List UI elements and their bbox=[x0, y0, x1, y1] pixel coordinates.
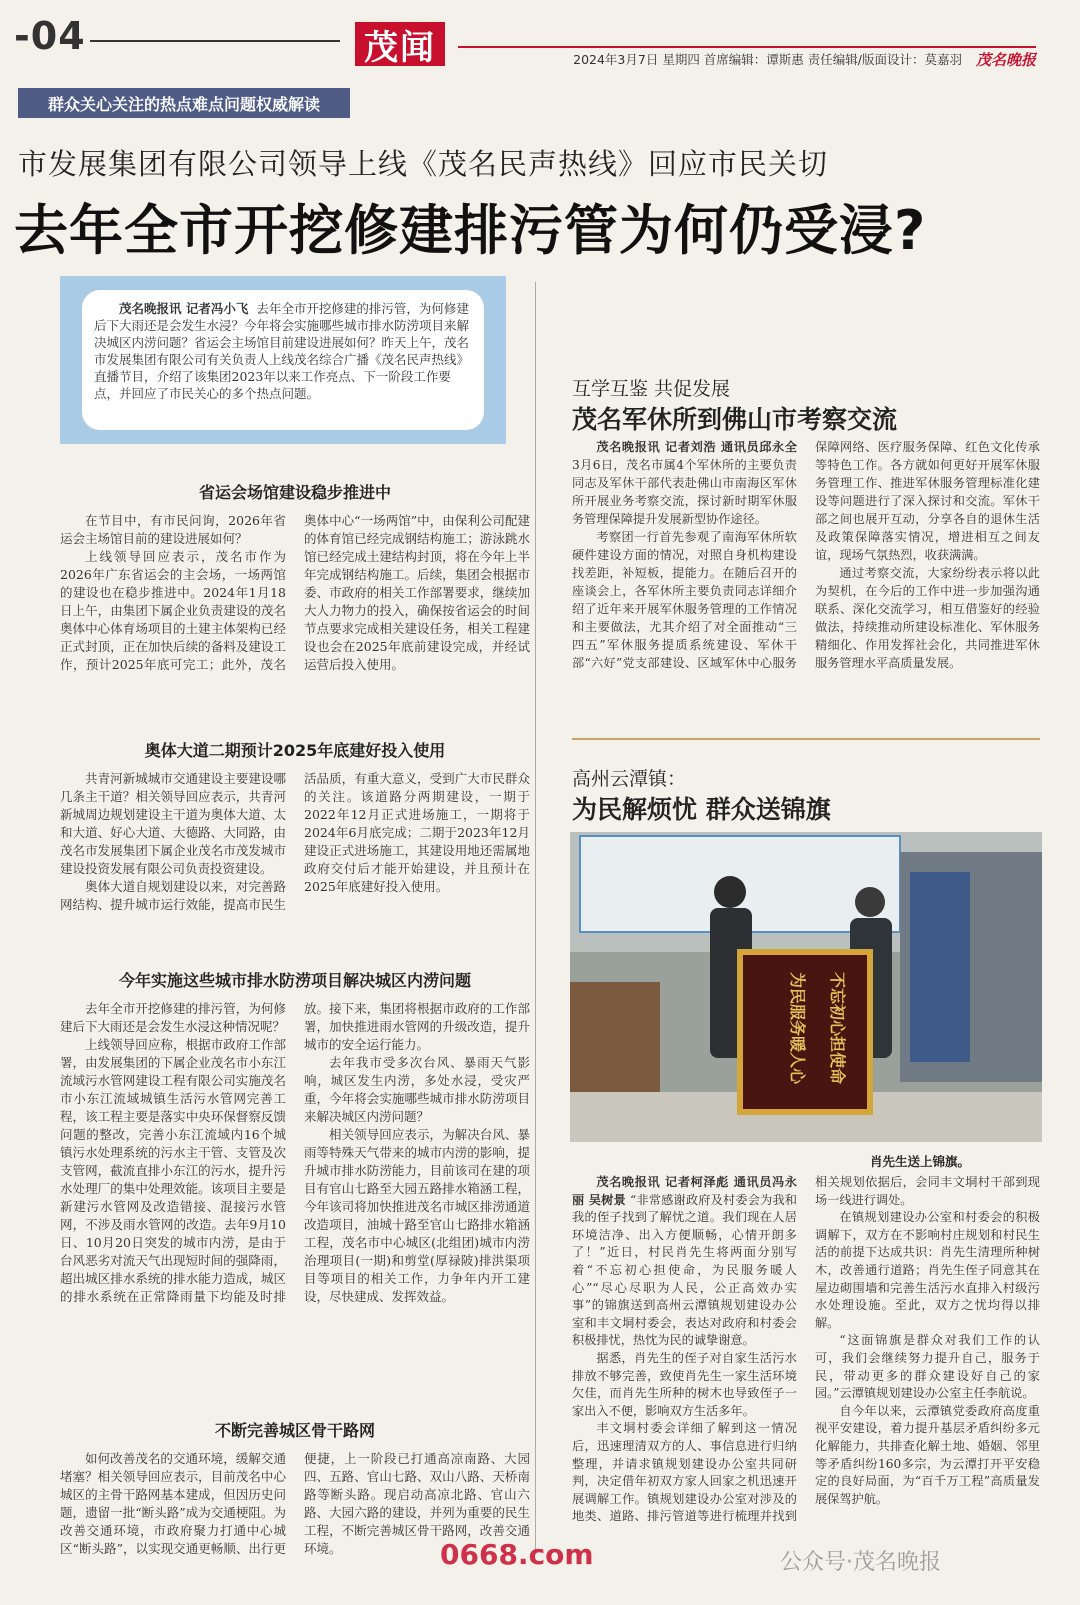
paragraph: 相关领导回应表示，为解决台风、暴雨等特殊天气带来的城市内涝的影响，提升城市排水防涝能力，目前该司在建的项目有官山七路至大园五路排水箱涵工程，今年该司将加快推进茂名市城区排涝通道改造项目，油城十路至官山七路排水箱涵工程，茂名市中心城区(北组团)城市内涝治理项目(一期)和剪堂(厚禄陂)排洪渠项目等项目的相关工作，力争年内开工建设，尽快建成、发挥效益。 bbox=[304, 1127, 530, 1304]
paragraph bbox=[572, 438, 797, 528]
section-body bbox=[60, 512, 530, 712]
story1-body bbox=[572, 438, 1040, 706]
lead-text bbox=[82, 290, 484, 430]
paragraph: 据悉，肖先生的侄子对自家生活污水排放不够完善，致使肖先生一家生活环境欠佳，而肖先生所种的树木也导致侄子一家出入不便，影响双方生活多年。 bbox=[572, 1350, 797, 1418]
section-title: 今年实施这些城市排水防涝项目解决城区内涝问题 bbox=[118, 971, 471, 990]
main-subhead: 市发展集团有限公司领导上线《茂名民声热线》回应市民关切 bbox=[18, 147, 829, 181]
section-badge: 茂闻 bbox=[355, 22, 445, 66]
paragraph bbox=[572, 1174, 797, 1350]
paragraph: 在节目中，有市民问询，2026年省运会主场馆目前的建设进展如何？ bbox=[60, 513, 286, 546]
brand-logo: 茂名晚报 bbox=[975, 50, 1036, 69]
paragraph: 在镇规划建设办公室和村委会的积极调解下，双方在不影响村庄规划和村民生活的前提下达成共识：肖先生清理所种树木，改善通行道路；肖先生侄子同意其在屋边砌围墙和完善生活污水直排入村级污水处理设施。至此，双方之忧均得以排解。 bbox=[815, 1210, 1040, 1330]
story2-kicker: 高州云潭镇： bbox=[572, 768, 687, 790]
section-title: 省运会场馆建设稳步推进中 bbox=[198, 483, 391, 502]
story1-byline: 茂名晚报讯 记者刘浩 通讯员邱永全 bbox=[596, 440, 797, 454]
paragraph: 上线领导回应称，根据市政府工作部署，由发展集团的下属企业茂名市小东江流域污水管网建设工程有限公司实施茂名市小东江流域城镇生活污水管网完善工程，该工程主要是落实中央环保督察反馈问题的整改，完善小东江流域内16个城镇污水处理系统的污水主干管、支管及次支管网，截流直排小东江的污水，提升污水处理厂的集中处理效能。该项目主要是新建污水管网及改造错接、混接污水管网，不涉及雨水管网的改造。去年9月10日、10月20日突发的城市内涝，是由于台风恶劣对流天气出现短时间的强降雨，超出城区排水系统的排水能力造成，城区的排水系统在正常降雨量下均能及时排放。接下来，集团将根据市政府的工作部署，加快推进雨水管网的升级改造，提升城市的安全运行能力。 bbox=[60, 1001, 530, 1304]
paragraph: 通过考察交流，大家纷纷表示将以此为契机，在今后的工作中进一步加强沟通联系、深化交流学习，相互借鉴好的经验做法，持续推动所建设标准化、军休服务精细化、作用发挥社会化，共同推进军休服务管理水平高质量发展。 bbox=[815, 566, 1040, 670]
paragraph: 如何改善茂名的交通环境，缓解交通堵塞？相关领导回应表示，目前茂名中心城区的主骨干路网基本建成，但因历史问题，遗留一批“断头路”成为交通梗阻。为改善交通环境，市政府聚力打通中心城区“断头路”，以实现交通更畅顺、出行更便捷，上一阶段已打通高凉南路、大园四、五路、官山七路、双山八路、天桥南路等断头路。现启动高凉北路、官山六路、大园六路的建设，并列为重要的民生工程，不断完善城区骨干路网，改善交通环境。 bbox=[60, 1451, 530, 1556]
paragraph: 去年我市受多次台风、暴雨天气影响，城区发生内涝，多处水浸，受灾严重，今年将会实施哪些城市排水防涝项目来解决城区内涝问题？ bbox=[304, 1055, 530, 1124]
section-title: 不断完善城区骨干路网 bbox=[214, 1421, 375, 1440]
photo-illustration bbox=[570, 832, 1042, 1142]
paragraph-text: 3月6日，茂名市属4个军休所的主要负责同志及军休干部代表赴佛山市南海区军休所开展业务考察交流，探讨新时期军休服务管理保障提升发展新型协作途径。 bbox=[572, 458, 797, 526]
paragraph: 去年全市开挖修建的排污管，为何修建后下大雨还是会发生水浸这种情况呢？ bbox=[60, 1001, 286, 1034]
column-divider bbox=[535, 282, 536, 1552]
story1-kicker: 互学互鉴 共促发展 bbox=[572, 378, 731, 400]
section-body bbox=[60, 1000, 530, 1378]
section-title: 奥体大道二期预计2025年底建好投入使用 bbox=[144, 741, 446, 760]
story2-title: 为民解烦忧 群众送锦旗 bbox=[572, 795, 831, 824]
paragraph-text: “非常感谢政府及村委会为我和我的侄子找到了解忧之道。我们现在人居环境洁净、出入方便顺畅，心情开朗多了！”近日，村民肖先生将两面分别写着“不忘初心担使命，为民服务暖人心”“尽心尽职为人民，公正高效办实事”的锦旗送到高州云潭镇规划建设办公室和丰文垌村委会，表达对政府和村委会积极排忧，热忱为民的诚挚谢意。 bbox=[572, 1192, 797, 1348]
page-number: -04 bbox=[14, 14, 86, 58]
banner-line-1: 不忘初心担使命 bbox=[828, 972, 847, 1085]
paragraph: 奥体大道自规划建设以来，对完善路网结构、提升城市运行效能，提高市民生活品质，有重大意义，受到广大市民群众的关注。该道路分两期建设，一期于2022年12月正式进场施工，一期将于2024年6月底完成；二期于2023年12月建设正式进场施工，其建设用地还需属地政府交付后才能开始建设，并且预计在2025年底建好投入使用。 bbox=[60, 771, 530, 912]
photo-caption: 肖先生送上锦旗。 bbox=[870, 1154, 971, 1169]
story-divider bbox=[572, 738, 1040, 740]
banner-line-2: 为民服务暖人心 bbox=[788, 972, 807, 1085]
banner-photo bbox=[570, 832, 1042, 1142]
paragraph: 上线领导回应表示，茂名市作为2026年广东省运会的主会场，一场两馆的建设也在稳步推进中。2024年1月18日上午，由集团下属企业负责建设的茂名奥体中心体育场项目的土建主体架构已经正式封顶，正在加快后续的备料及建设工作，预计2025年底可完工；此外，茂名奥体中心“一场两馆”中，由保利公司配建的体育馆已经完成钢结构施工；游泳跳水馆已经完成土建结构封顶，将在今年上半年完成钢结构施工。后续，集团会根据市委、市政府的相关工作部署要求，继续加大人力物力的投入，确保按省运会的时间节点要求完成相关建设任务，相关工程建设也会在2025年底前建设完成，并经试运营后投入使用。 bbox=[60, 513, 530, 672]
main-headline: 去年全市开挖修建排污管为何仍受浸? bbox=[14, 199, 927, 262]
date-line bbox=[458, 46, 1036, 70]
story2-body bbox=[572, 1174, 1040, 1576]
lead-box bbox=[60, 276, 506, 444]
paragraph: “这面锦旗是群众对我们工作的认可，我们会继续努力提升自己，服务于民，带动更多的群众建设好自己的家园。”云潭镇规划建设办公室主任李航说。 bbox=[815, 1333, 1040, 1401]
watermark-site: 0668.com bbox=[440, 1538, 594, 1571]
lead-byline: 茂名晚报讯 记者冯小飞 bbox=[119, 301, 249, 316]
column-kicker: 群众关心关注的热点难点问题权威解读 bbox=[18, 88, 350, 118]
story1-title: 茂名军休所到佛山市考察交流 bbox=[572, 405, 898, 434]
lead-paragraph: 去年全市开挖修建的排污管，为何修建后下大雨还是会发生水浸？今年将会实施哪些城市排水防涝项目来解决城区内涝问题？省运会主场馆目前建设进展如何？昨天上午，茂名市发展集团有限公司有关负责人上线茂名综合广播《茂名民声热线》直播节目，介绍了该集团2023年以来工作亮点、下一阶段工作要点，并回应了市民关心的多个热点问题。 bbox=[94, 301, 470, 401]
paragraph: 共青河新城城市交通建设主要建设哪几条主干道？相关领导回应表示，共青河新城周边规划建设主干道为奥体大道、太和大道、好心大道、大德路、大同路，由茂名市发展集团下属企业茂名市茂发城市建设投资发展有限公司负责投资建设。 bbox=[60, 771, 286, 876]
paragraph: 丰文垌村委会详细了解到这一情况后，迅速理清双方的人、事信息进行归纳整理，并请求镇规划建设办公室共同研判，决定借年初双方家人回家之机迅速开展调解工作。镇规划建设办公室对涉及的地类、道路、排污管道等进行梳理并找到相关规划依据后，会同丰文垌村干部到现场一线进行调处。 bbox=[572, 1175, 1040, 1524]
date-editor-text: 2024年3月7日 星期四 首席编辑：谭斯惠 责任编辑/版面设计：莫嘉羽 bbox=[573, 52, 962, 67]
paragraph: 考察团一行首先参观了南海军休所软硬件建设方面的情况，对照自身机构建设找差距，补短板，提能力。在随后召开的座谈会上，各军休所主要负责同志详细介绍了近年来开展军休服务管理的工作情况和主要做法，尤其介绍了对全面推动“三四五”军休服务提质系统建设、军休干部“六好”党支部建设、区域军休中心服务保障网络、医疗服务保障、红色文化传承等特色工作。各方就如何更好开展军休服务管理工作、推进军休服务管理标准化建设等问题进行了深入探讨和交流。军休干部之间也展开互动，分享各自的退休生活及政策保障落实情况，增进相互之间友谊，现场气氛热烈，收获满满。 bbox=[572, 440, 1040, 670]
section-body bbox=[60, 770, 530, 935]
masthead-rule bbox=[90, 40, 340, 42]
story2-byline: 茂名晚报讯 记者柯泽彪 通讯员冯永丽 吴树景 bbox=[572, 1175, 797, 1207]
paragraph: 自今年以来，云潭镇党委政府高度重视平安建设，着力提升基层矛盾纠纷多元化解能力，共排查化解土地、婚姻、邻里等矛盾纠纷160多宗，为云潭打开平安稳定的良好局面，为“百千万工程”高质量发展保驾护航。 bbox=[815, 1403, 1040, 1506]
watermark-wechat: 公众号·茂名晚报 bbox=[780, 1550, 941, 1575]
